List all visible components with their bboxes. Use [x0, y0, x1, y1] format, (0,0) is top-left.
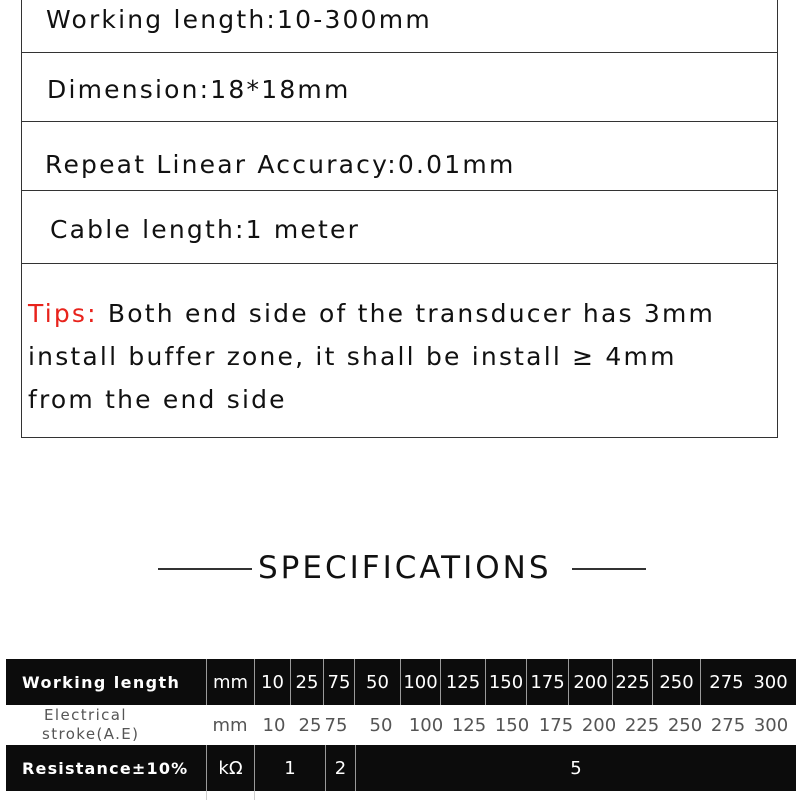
value-cell: 175: [526, 659, 568, 705]
value-cell: 125: [440, 659, 485, 705]
spec-row-text: Repeat Linear Accuracy:0.01mm: [45, 150, 516, 179]
value-cell: 2: [325, 745, 355, 791]
value-cell: 300: [753, 714, 789, 736]
row-header-line-2: stroke(A.E): [42, 725, 140, 743]
row-header: Working length: [22, 672, 181, 692]
tips-label: Tips:: [28, 299, 98, 328]
unit-cell: mm: [212, 714, 248, 736]
value-cell: 125: [451, 714, 487, 736]
value-cell: 275 300: [700, 659, 796, 705]
spec-row-text: Working length:10-300mm: [46, 5, 432, 34]
value-cell: 175: [538, 714, 574, 736]
value-cell: 100: [408, 714, 444, 736]
value-cell: 100: [400, 659, 440, 705]
tips-line-3: from the end side: [28, 385, 287, 414]
spec-row-working-length: [22, 0, 777, 53]
tips-line-2: install buffer zone, it shall be install ≥ 4mm: [28, 342, 677, 371]
table-row-resistance: [6, 745, 796, 791]
value-cell: 50: [369, 714, 393, 736]
value-cell: 225: [612, 659, 652, 705]
value-cell: 200: [581, 714, 617, 736]
value-cell: 275: [710, 714, 746, 736]
spec-table: [6, 659, 796, 800]
unit-cell: kΩ: [206, 745, 254, 791]
value-cell: 150: [485, 659, 526, 705]
value-cell: 250: [667, 714, 703, 736]
value-cell: 25: [298, 714, 322, 736]
value-cell: 250: [652, 659, 700, 705]
value-cell: 200: [568, 659, 612, 705]
value-cell: 10: [254, 659, 290, 705]
unit-cell: mm: [206, 659, 254, 705]
spec-row-dimension: [22, 53, 777, 122]
row-header-line-1: Electrical: [44, 706, 127, 724]
value-cell: 150: [494, 714, 530, 736]
value-cell: 225: [624, 714, 660, 736]
spec-row-cable-length: [22, 191, 777, 264]
section-heading: [0, 548, 800, 588]
spec-row-accuracy: [22, 122, 777, 191]
table-row-working-length: [6, 659, 796, 705]
partial-row-divider: [206, 791, 207, 800]
value-cell: 1: [254, 745, 325, 791]
spec-row-text: Dimension:18*18mm: [47, 75, 351, 104]
partial-row-divider: [254, 791, 255, 800]
heading-rule-right: [572, 568, 646, 570]
value-cell: 5: [355, 745, 796, 791]
tips-note: [28, 292, 768, 421]
row-header: Resistance±10%: [22, 758, 189, 778]
table-row-partial: [6, 791, 796, 800]
value-cell: 10: [262, 714, 286, 736]
value-cell: 25: [290, 659, 323, 705]
value-cell: 75: [324, 714, 348, 736]
spec-row-text: Cable length:1 meter: [50, 215, 361, 244]
table-row-electrical-stroke: [6, 705, 796, 745]
value-cell: 50: [354, 659, 400, 705]
value-cell: 75: [323, 659, 354, 705]
heading-rule-left: [158, 568, 252, 570]
section-title: SPECIFICATIONS: [258, 550, 552, 586]
tips-line-1: Both end side of the transducer has 3mm: [97, 299, 716, 328]
